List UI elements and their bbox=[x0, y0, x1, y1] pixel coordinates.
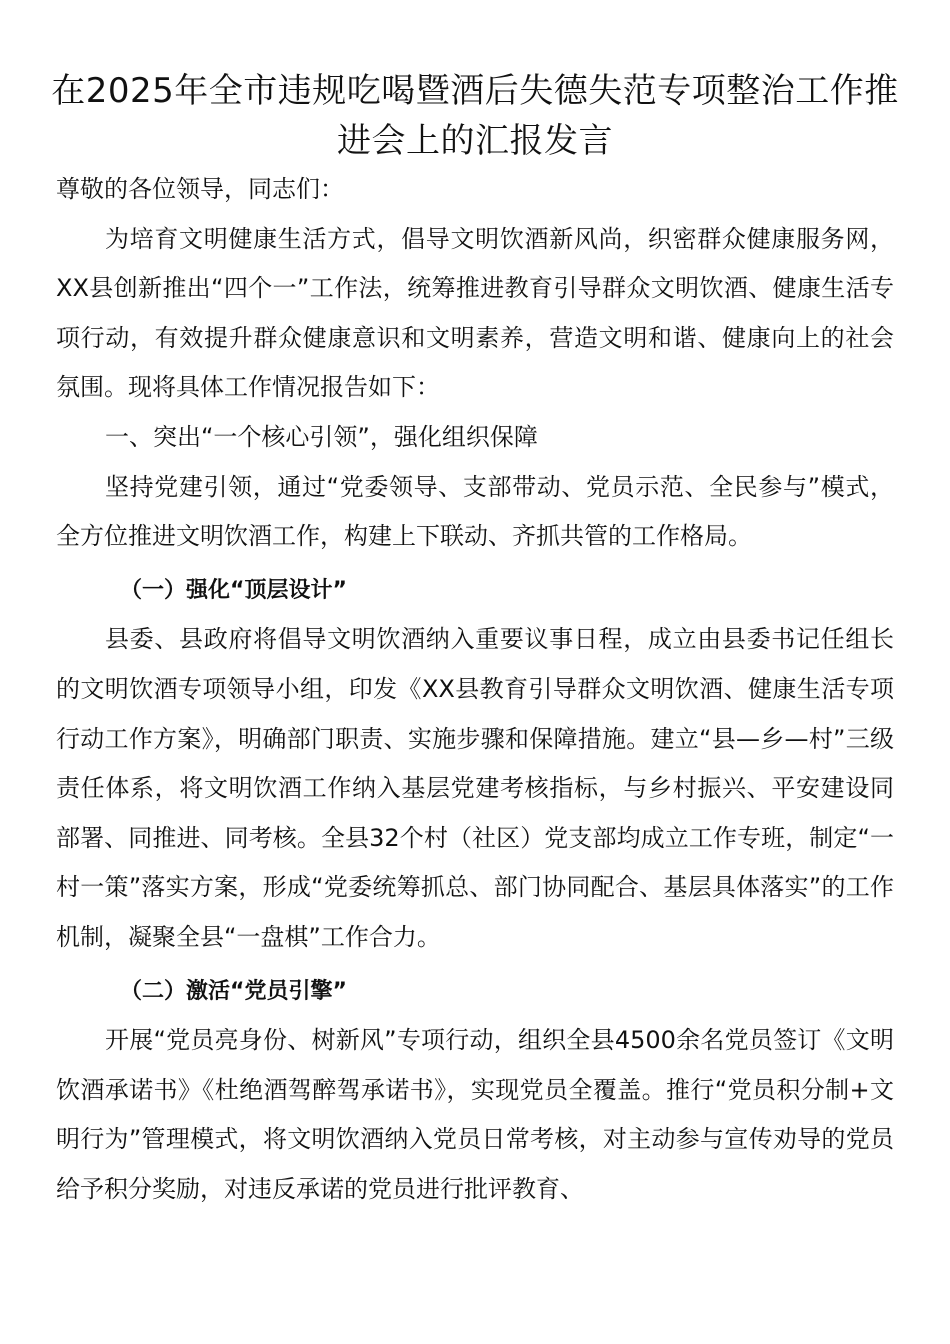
section-1-paragraph: 坚持党建引领，通过“党委领导、支部带动、党员示范、全民参与”模式，全方位推进文明饮酒工作，构建上下联动、齐抓共管的工作格局。 bbox=[56, 472, 894, 551]
document-title: 在2025年全市违规吃喝暨酒后失德失范专项整治工作推进会上的汇报发言 bbox=[51, 71, 899, 161]
intro-paragraph: 为培育文明健康生活方式，倡导文明饮酒新风尚，织密群众健康服务网，XX县创新推出“四个一”工作法，统筹推进教育引导群众文明饮酒、健康生活专项行动，有效提升群众健康意识和文明素养，营造文明和谐、健康向上的社会氛围。现将具体工作情况报告如下： bbox=[56, 224, 894, 402]
section-1-heading: 一、突出“一个核心引领”，强化组织保障 bbox=[105, 422, 538, 451]
subsection-2-heading: （二）激活“党员引擎” bbox=[120, 978, 347, 1004]
subsection-1-paragraph: 县委、县政府将倡导文明饮酒纳入重要议事日程，成立由县委书记任组长的文明饮酒专项领导小组，印发《XX县教育引导群众文明饮酒、健康生活专项行动工作方案》，明确部门职责、实施步骤和保障措施。建立“县—乡—村”三级责任体系，将文明饮酒工作纳入基层党建考核指标，与乡村振兴、平安建设同部署、同推进、同考核。全县32个村（社区）党支部均成立工作专班，制定“一村一策”落实方案，形成“党委统筹抓总、部门协同配合、基层具体落实”的工作机制，凝聚全县“一盘棋”工作合力。 bbox=[56, 625, 894, 951]
salutation: 尊敬的各位领导，同志们： bbox=[56, 175, 344, 203]
document-body bbox=[56, 165, 894, 1214]
subsection-1-heading: （一）强化“顶层设计” bbox=[120, 577, 347, 603]
subsection-2-paragraph: 开展“党员亮身份、树新风”专项行动，组织全县4500余名党员签订《文明饮酒承诺书》《杜绝酒驾醉驾承诺书》，实现党员全覆盖。推行“党员积分制+文明行为”管理模式，将文明饮酒纳入党员日常考核，对主动参与宣传劝导的党员给予积分奖励，对违反承诺的党员进行批评教育、 bbox=[56, 1026, 894, 1203]
